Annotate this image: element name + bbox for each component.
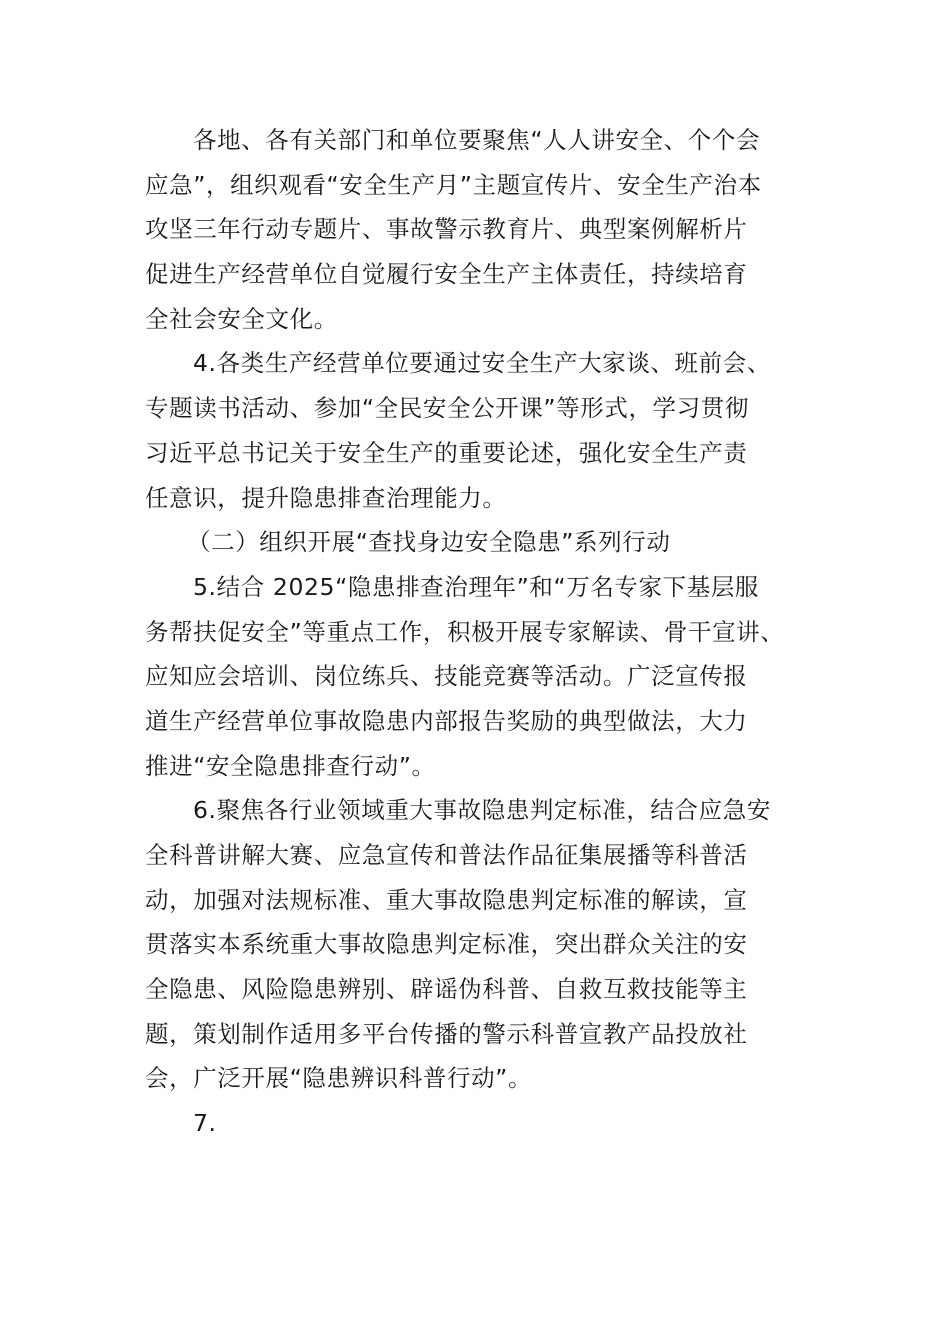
text-line: 全社会安全文化。 (145, 304, 338, 333)
text-line: 题，策划制作适用多平台传播的警示科普宣教产品投放社 (145, 1019, 748, 1048)
text-line: 各地、各有关部门和单位要聚焦“人人讲安全、个个会 (193, 126, 761, 154)
paragraph-item-5 (145, 565, 807, 788)
document-body (145, 118, 807, 1146)
text-line: 4.各类生产经营单位要通过安全生产大家谈、班前会、 (193, 349, 771, 378)
text-line: 动，加强对法规标准、重大事故隐患判定标准的解读，宣 (145, 885, 748, 914)
text-line: 道生产经营单位事故隐患内部报告奖励的典型做法，大力 (145, 706, 748, 735)
text-line: 全科普讲解大赛、应急宣传和普法作品征集展播等科普活 (145, 841, 748, 869)
text-line: 会，广泛开展“隐患辨识科普行动”。 (145, 1064, 533, 1093)
text-line: 促进生产经营单位自觉履行安全生产主体责任，持续培育 (145, 260, 748, 289)
text-line: 推进“安全隐患排查行动”。 (145, 751, 436, 780)
paragraph-intro (145, 118, 807, 341)
section-heading-2 (145, 520, 807, 565)
text-line: 应急”，组织观看“安全生产月”主题宣传片、安全生产治本 (145, 170, 762, 199)
text-line: 5.结合 2025“隐患排查治理年”和“万名专家下基层服 (193, 572, 760, 601)
heading-text: （二）组织开展“查找身边安全隐患”系列行动 (187, 528, 671, 557)
text-line: 任意识，提升隐患排查治理能力。 (145, 483, 507, 512)
text-line: 6.聚焦各行业领域重大事故隐患判定标准，结合应急安 (193, 796, 771, 825)
text-line: 攻坚三年行动专题片、事故警示教育片、典型案例解析片 (145, 215, 748, 244)
text-line: 专题读书活动、参加“全民安全公开课”等形式，学习贯彻 (145, 394, 749, 423)
text-line: 务帮扶促安全”等重点工作，积极开展专家解读、骨干宣讲、 (145, 617, 785, 646)
paragraph-item-6 (145, 788, 807, 1101)
paragraph-item-4 (145, 341, 807, 520)
text-line: 贯落实本系统重大事故隐患判定标准，突出群众关注的安 (145, 930, 748, 959)
text-line: 应知应会培训、岗位练兵、技能竞赛等活动。广泛宣传报 (145, 662, 748, 691)
paragraph-item-7 (145, 1101, 807, 1146)
text-line: 全隐患、风险隐患辨别、辟谣伪科普、自救互救技能等主 (145, 975, 748, 1004)
text-line: 7. (193, 1109, 217, 1138)
text-line: 习近平总书记关于安全生产的重要论述，强化安全生产责 (145, 438, 748, 467)
